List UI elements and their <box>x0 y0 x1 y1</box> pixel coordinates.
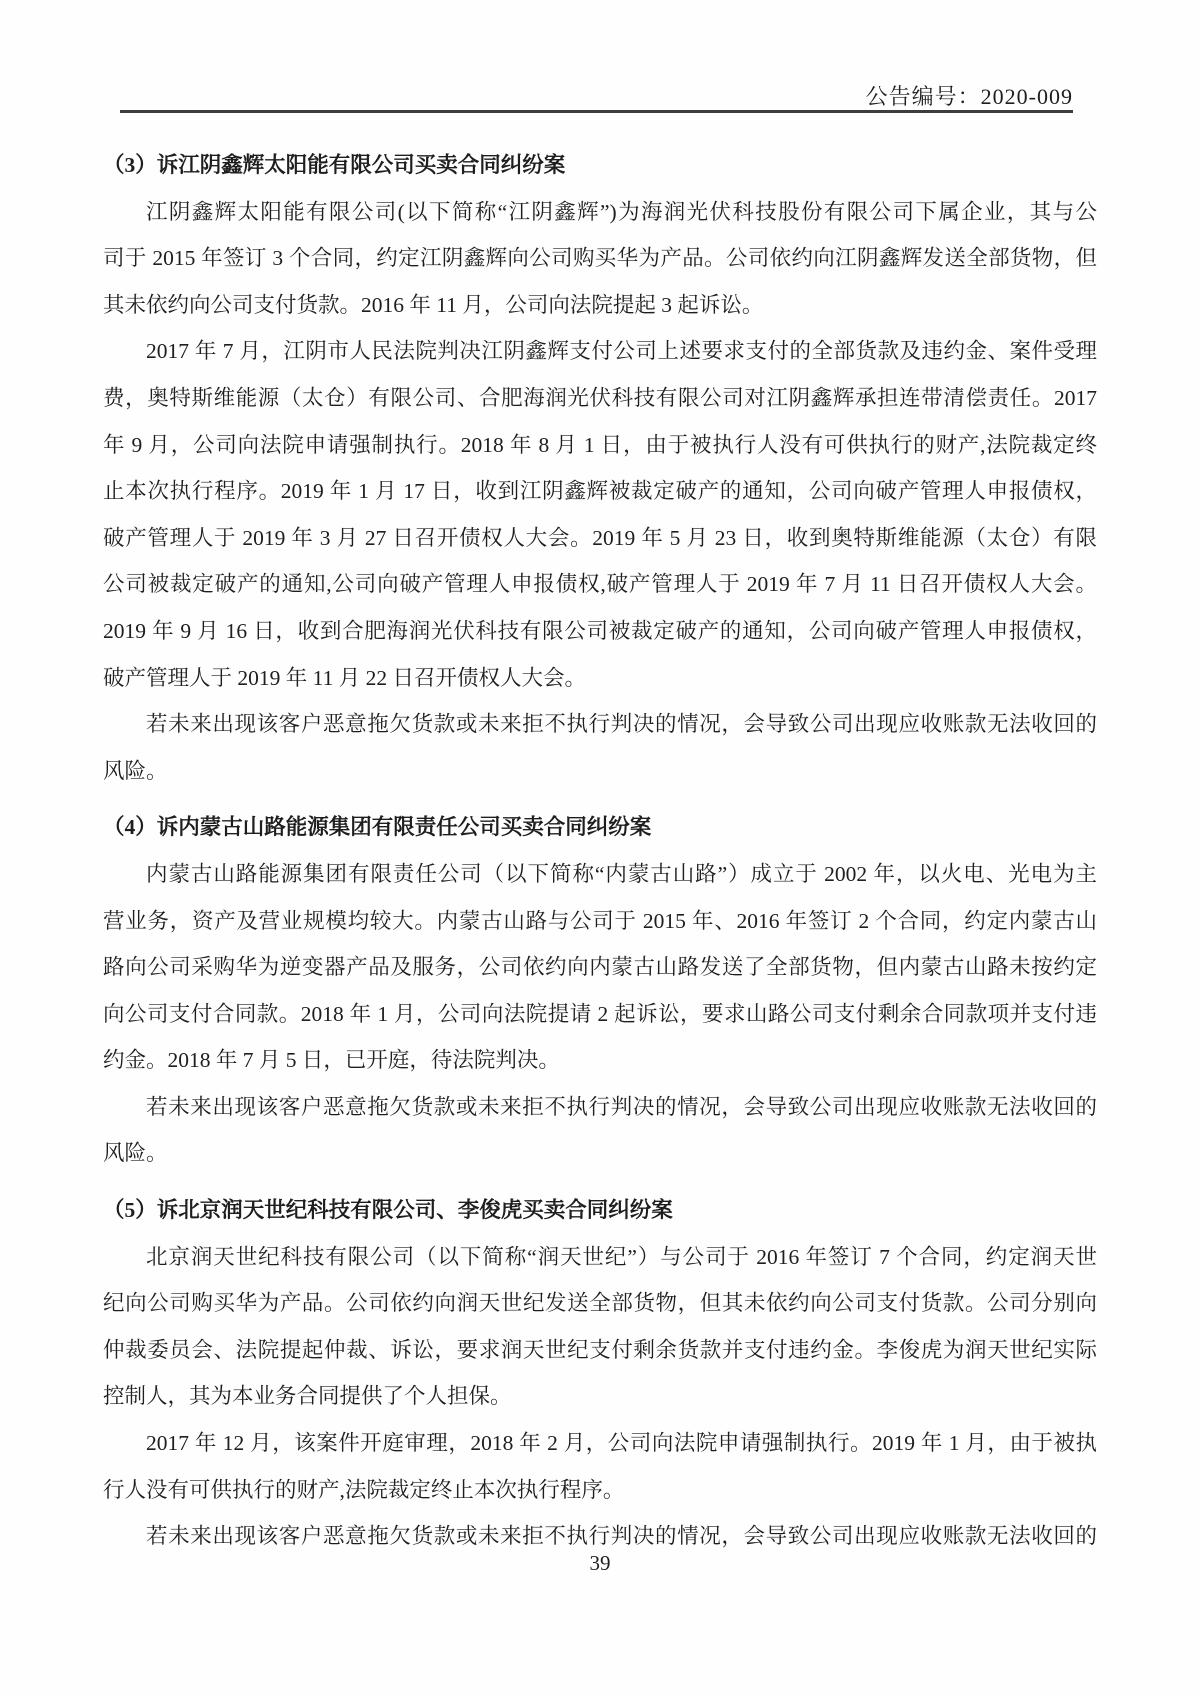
paragraph <box>103 851 1097 1084</box>
header-divider <box>120 110 1073 113</box>
text-line: 若未来出现该客户恶意拖欠货款或未来拒不执行判决的情况，会导致公司出现应收账款无法收回的 <box>146 712 1097 737</box>
text-line: 风险。 <box>103 758 168 783</box>
text-line: 控制人，其为本业务合同提供了个人担保。 <box>103 1384 512 1409</box>
paragraph <box>103 1084 1097 1177</box>
section <box>103 804 1097 1177</box>
text-line: 破产管理人于 2019 年 11 月 22 日召开债权人大会。 <box>103 665 586 690</box>
text-line: 向公司支付合同款。2018 年 1 月，公司向法院提请 2 起诉讼，要求山路公司支付剩余合同款项并支付违 <box>103 1001 1097 1026</box>
section-heading: （5）诉北京润天世纪科技有限公司、李俊虎买卖合同纠纷案 <box>103 1198 673 1223</box>
page-number: 39 <box>589 1551 611 1575</box>
paragraph <box>103 328 1097 701</box>
text-line: 纪向公司购买华为产品。公司依约向润天世纪发送全部货物，但其未依约向公司支付货款。公司分别向 <box>103 1291 1097 1316</box>
document-content <box>103 142 1097 1560</box>
paragraph <box>103 1234 1097 1420</box>
text-line: 若未来出现该客户恶意拖欠货款或未来拒不执行判决的情况，会导致公司出现应收账款无法收回的 <box>146 1094 1097 1119</box>
text-line: 江阴鑫辉太阳能有限公司(以下简称“江阴鑫辉”)为海润光伏科技股份有限公司下属企业，其与公 <box>146 199 1097 224</box>
text-line: 2017 年 12 月，该案件开庭审理，2018 年 2 月，公司向法院申请强制执行。2019 年 1 月，由于被执 <box>146 1431 1097 1456</box>
text-line: 公司被裁定破产的通知,公司向破产管理人申报债权,破产管理人于 2019 年 7 月 11 日召开债权人大会。 <box>103 572 1097 597</box>
text-line: 内蒙古山路能源集团有限责任公司（以下简称“内蒙古山路”）成立于 2002 年，以火电、光电为主 <box>146 861 1097 886</box>
text-line: 若未来出现该客户恶意拖欠货款或未来拒不执行判决的情况，会导致公司出现应收账款无法收回的 <box>146 1524 1097 1549</box>
text-line: 行人没有可供执行的财产,法院裁定终止本次执行程序。 <box>103 1477 625 1502</box>
text-line: 司于 2015 年签订 3 个合同，约定江阴鑫辉向公司购买华为产品。公司依约向江阴鑫辉发送全部货物，但 <box>103 246 1097 271</box>
text-line: 止本次执行程序。2019 年 1 月 17 日，收到江阴鑫辉被裁定破产的通知，公司向破产管理人申报债权， <box>103 479 1097 504</box>
text-line: 破产管理人于 2019 年 3 月 27 日召开债权人大会。2019 年 5 月 23 日，收到奥特斯维能源（太仓）有限 <box>103 525 1097 550</box>
paragraph <box>103 189 1097 329</box>
text-line: 年 9 月，公司向法院申请强制执行。2018 年 8 月 1 日，由于被执行人没有可供执行的财产,法院裁定终 <box>103 432 1097 457</box>
text-line: 约金。2018 年 7 月 5 日，已开庭，待法院判决。 <box>103 1048 560 1073</box>
paragraph <box>103 701 1097 794</box>
section <box>103 1187 1097 1560</box>
announcement-number: 公告编号：2020-009 <box>865 84 1073 109</box>
text-line: 2017 年 7 月，江阴市人民法院判决江阴鑫辉支付公司上述要求支付的全部货款及违约金、案件受理 <box>146 339 1097 364</box>
text-line: 北京润天世纪科技有限公司（以下简称“润天世纪”）与公司于 2016 年签订 7 个合同，约定润天世 <box>146 1244 1097 1269</box>
text-line: 营业务，资产及营业规模均较大。内蒙古山路与公司于 2015 年、2016 年签订 2 个合同，约定内蒙古山 <box>103 908 1097 933</box>
section-heading: （3）诉江阴鑫辉太阳能有限公司买卖合同纠纷案 <box>103 153 566 177</box>
text-line: 费，奥特斯维能源（太仓）有限公司、合肥海润光伏科技有限公司对江阴鑫辉承担连带清偿责任。2017 <box>103 385 1097 410</box>
text-line: 其未依约向公司支付货款。2016 年 11 月，公司向法院提起 3 起诉讼。 <box>103 292 764 317</box>
text-line: 风险。 <box>103 1141 168 1166</box>
section <box>103 142 1097 794</box>
section-heading: （4）诉内蒙古山路能源集团有限责任公司买卖合同纠纷案 <box>103 815 652 840</box>
text-line: 仲裁委员会、法院提起仲裁、诉讼，要求润天世纪支付剩余货款并支付违约金。李俊虎为润天世纪实际 <box>103 1337 1097 1362</box>
paragraph <box>103 1420 1097 1513</box>
text-line: 路向公司采购华为逆变器产品及服务，公司依约向内蒙古山路发送了全部货物，但内蒙古山路未按约定 <box>103 955 1097 980</box>
text-line: 2019 年 9 月 16 日，收到合肥海润光伏科技有限公司被裁定破产的通知，公司向破产管理人申报债权， <box>103 618 1097 643</box>
